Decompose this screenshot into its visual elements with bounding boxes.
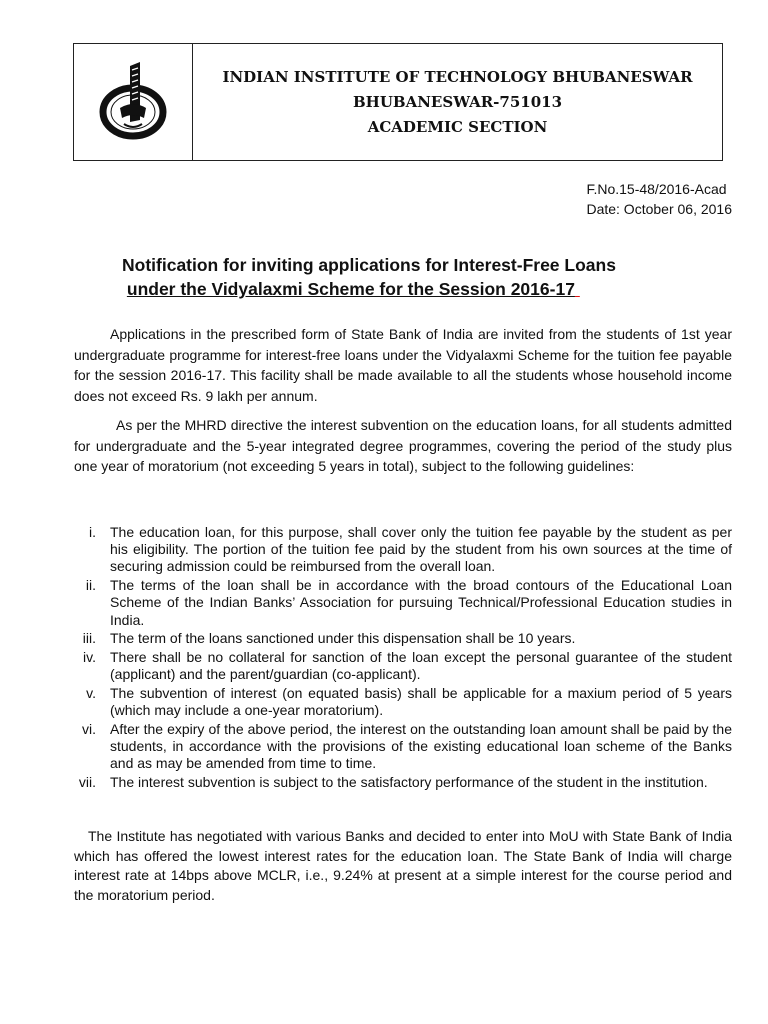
list-number: vii. bbox=[78, 773, 96, 790]
list-text: The subvention of interest (on equated basis) shall be applicable for a maxium period of 5 years (which may include a one-year moratorium). bbox=[110, 684, 732, 719]
list-number: v. bbox=[86, 684, 96, 701]
list-item bbox=[62, 649, 732, 683]
paragraph-mhrd-directive: As per the MHRD directive the interest subvention on the education loans, for all students admitted for undergraduate and the 5-year integrated degree programmes, covering the period of the study plus one year of moratorium (not exceeding 5 years in total), subject to the following guidelines: bbox=[74, 417, 732, 474]
list-text: After the expiry of the above period, the interest on the outstanding loan amount shall be paid by the students, in accordance with the provisions of the existing educational loan scheme of the Banks and as may be amended from time to time. bbox=[110, 720, 732, 772]
paragraph-applications: Applications in the prescribed form of State Bank of India are invited from the students of 1st year undergraduate programme for interest-free loans under the Vidyalaxmi Scheme for the tuition fee payable for the session 2016-17. This facility shall be made available to all the students whose household income does not exceed Rs. 9 lakh per annum. bbox=[74, 326, 732, 404]
heading-line-2-wrap bbox=[122, 277, 682, 301]
list-number: iii. bbox=[82, 630, 96, 647]
institute-title-block bbox=[193, 44, 722, 160]
list-text: The terms of the loan shall be in accordance with the broad contours of the Educational Loan Scheme of the Indian Banks’ Association for pursuing Technical/Professional Education studies in India. bbox=[110, 577, 732, 628]
notification-heading bbox=[122, 253, 682, 301]
list-number: ii. bbox=[85, 577, 96, 594]
list-text: The interest subvention is subject to the satisfactory performance of the student in the institution. bbox=[110, 773, 708, 790]
list-item bbox=[62, 524, 732, 576]
list-number: iv. bbox=[83, 648, 96, 665]
institute-name: INDIAN INSTITUTE OF TECHNOLOGY BHUBANESWAR bbox=[222, 67, 693, 86]
notice-date: Date: October 06, 2016 bbox=[586, 201, 732, 217]
list-text: The term of the loans sanctioned under this dispensation shall be 10 years. bbox=[110, 630, 576, 647]
list-item bbox=[62, 721, 732, 773]
list-item bbox=[62, 630, 732, 647]
list-item bbox=[62, 685, 732, 719]
institute-address: BHUBANESWAR-751013 bbox=[352, 92, 563, 111]
reference-block bbox=[586, 179, 732, 219]
logo-cell bbox=[74, 44, 193, 160]
file-number: F.No.15-48/2016-Acad bbox=[586, 181, 727, 197]
heading-line-2: under the Vidyalaxmi Scheme for the Session 2016-17 bbox=[126, 279, 575, 299]
list-item bbox=[62, 774, 732, 791]
guidelines-list bbox=[62, 524, 732, 793]
list-text: There shall be no collateral for sanction of the loan except the personal guarantee of the student (applicant) and the parent/guardian (co-applicant). bbox=[110, 648, 732, 683]
paragraph-bank-mou: The Institute has negotiated with various Banks and decided to enter into MoU with State Bank of India which has offered the lowest interest rates for the education loan. The State Bank of India will charge interest rate at 14bps above MCLR, i.e., 9.24% at present at a simple interest for the course period and the moratorium period. bbox=[74, 828, 732, 903]
list-text: The education loan, for this purpose, shall cover only the tuition fee payable by the student as per his eligibility. The portion of the tuition fee paid by the student from his own sources at the time of securing admission could be reimbursed from the overall loan. bbox=[110, 524, 732, 575]
list-number: vi. bbox=[82, 720, 96, 737]
letterhead bbox=[73, 43, 723, 161]
section-name: ACADEMIC SECTION bbox=[367, 117, 548, 136]
heading-underline-mark bbox=[575, 279, 580, 299]
list-item bbox=[62, 577, 732, 629]
heading-line-1: Notification for inviting applications for Interest-Free Loans bbox=[122, 255, 616, 275]
iit-bhubaneswar-logo-icon bbox=[96, 60, 170, 144]
list-number: i. bbox=[89, 524, 96, 540]
